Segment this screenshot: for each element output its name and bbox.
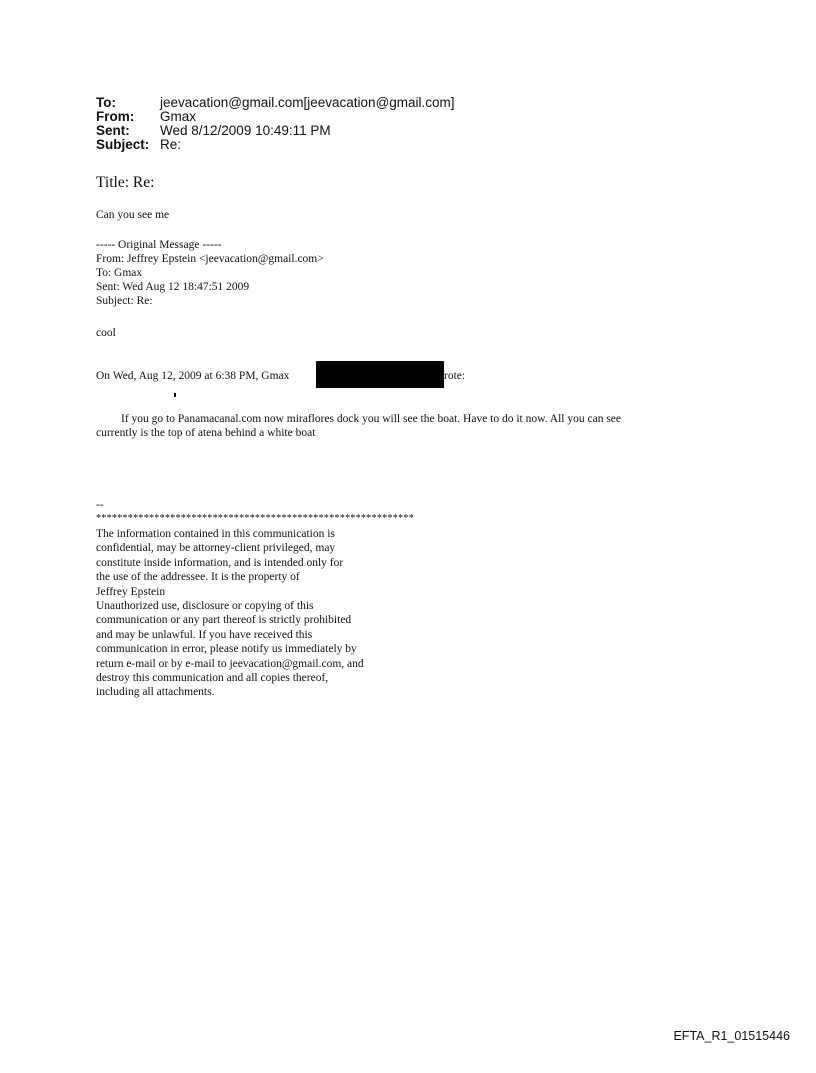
email-header (96, 96, 455, 152)
disclaimer-line: Unauthorized use, disclosure or copying of this (96, 600, 314, 613)
disclaimer-line: communication or any part thereof is strictly prohibited (96, 614, 352, 627)
to-label: To: (96, 95, 116, 110)
quote-intro-after: rote: (444, 370, 466, 382)
document-id: EFTA_R1_01515446 (673, 1029, 790, 1043)
quoted-text (96, 412, 621, 440)
disclaimer-line: constitute inside information, and is intended only for (96, 556, 344, 569)
body-line: Can you see me (96, 209, 170, 221)
header-sent-row (96, 124, 455, 138)
disclaimer-line: The information contained in this communication is (96, 528, 335, 540)
reply-text: cool (96, 327, 116, 339)
original-to: To: Gmax (96, 267, 143, 279)
quoted-line: If you go to Panamacanal.com now miraflores dock you will see the boat. Have to do it now. All you can see (121, 413, 622, 425)
original-from: From: Jeffrey Epstein <jeevacation@gmail.com> (96, 253, 324, 265)
disclaimer-line: communication in error, please notify us immediately by (96, 643, 357, 656)
sent-label: Sent: (96, 123, 130, 138)
signature-block (96, 498, 414, 700)
disclaimer-line: destroy this communication and all copies thereof, (96, 672, 329, 685)
redaction-box (316, 361, 444, 388)
quoted-line: currently is the top of atena behind a white boat (96, 427, 316, 439)
original-message-divider: ----- Original Message ----- (96, 239, 222, 251)
disclaimer (96, 527, 414, 700)
disclaimer-line: confidential, may be attorney-client privileged, may (96, 542, 336, 555)
disclaimer-line: return e-mail or by e-mail to jeevacation@gmail.com, and (96, 657, 364, 670)
message-title: Title: Re: (96, 174, 155, 191)
disclaimer-line: including all attachments. (96, 686, 215, 699)
from-value: Gmax (160, 109, 197, 124)
original-sent: Sent: Wed Aug 12 18:47:51 2009 (96, 281, 250, 293)
disclaimer-line: the use of the addressee. It is the property of (96, 571, 300, 584)
subject-value: Re: (160, 137, 182, 152)
from-label: From: (96, 109, 135, 124)
signature-stars: ************************************************************ (96, 513, 414, 524)
to-value: jeevacation@gmail.com[jeevacation@gmail.com] (160, 95, 455, 110)
disclaimer-line: and may be unlawful. If you have received this (96, 628, 313, 641)
disclaimer-line: Jeffrey Epstein (96, 585, 166, 598)
header-from-row (96, 110, 455, 124)
signature-dashes: -- (96, 499, 104, 511)
sent-value: Wed 8/12/2009 10:49:11 PM (160, 123, 331, 138)
original-message-block (96, 238, 324, 308)
scan-speck (174, 393, 176, 397)
subject-label: Subject: (96, 137, 150, 152)
header-subject-row (96, 138, 455, 152)
header-to-row (96, 96, 455, 110)
quote-intro-before: On Wed, Aug 12, 2009 at 6:38 PM, Gmax (96, 370, 290, 382)
original-subject: Subject: Re: (96, 295, 153, 307)
